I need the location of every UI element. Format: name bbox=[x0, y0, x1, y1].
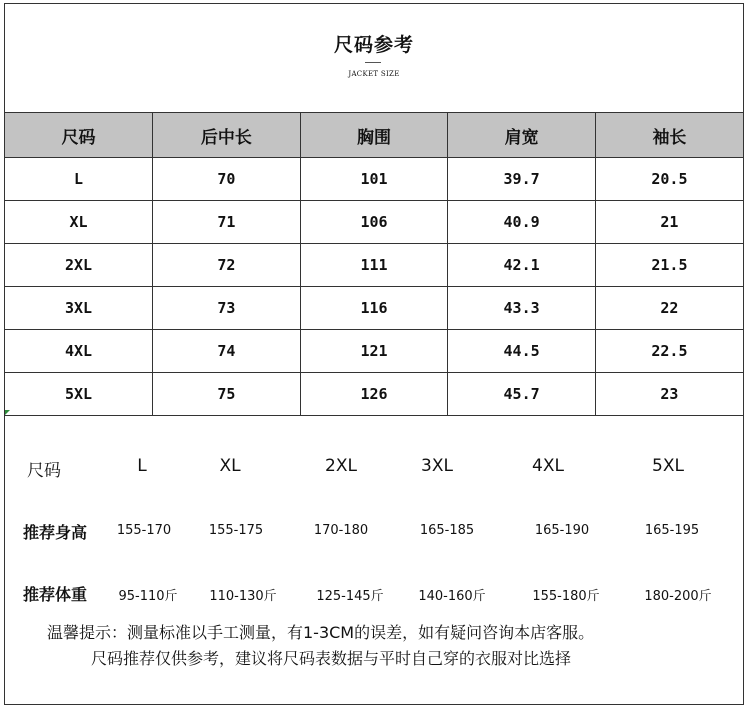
column-header: 袖长 bbox=[595, 113, 743, 158]
table-cell: 22.5 bbox=[595, 330, 743, 373]
table-cell: 73 bbox=[153, 287, 301, 330]
title-divider bbox=[365, 62, 381, 63]
table-cell: 43.3 bbox=[448, 287, 596, 330]
recommendation-size-row bbox=[5, 456, 743, 484]
size-chart-frame bbox=[4, 3, 744, 705]
table-cell: 39.7 bbox=[448, 158, 596, 201]
table-row bbox=[5, 330, 743, 373]
height-label: 推荐身高 bbox=[23, 523, 88, 542]
table-cell: 111 bbox=[300, 244, 448, 287]
table-cell: 21.5 bbox=[595, 244, 743, 287]
page-subtitle: JACKET SIZE bbox=[348, 70, 400, 78]
height-value: 165-195 bbox=[644, 523, 700, 538]
size-value: 5XL bbox=[652, 456, 684, 476]
table-row bbox=[5, 244, 743, 287]
height-value: 155-170 bbox=[116, 523, 172, 538]
column-header: 肩宽 bbox=[448, 113, 596, 158]
size-value: 4XL bbox=[532, 456, 564, 476]
height-value: 155-175 bbox=[208, 523, 264, 538]
table-row bbox=[5, 201, 743, 244]
weight-value: 110-130斤 bbox=[209, 589, 277, 604]
table-cell: XL bbox=[5, 201, 153, 244]
column-header: 尺码 bbox=[5, 113, 153, 158]
table-cell: 75 bbox=[153, 373, 301, 416]
table-cell: 20.5 bbox=[595, 158, 743, 201]
table-cell: 45.7 bbox=[448, 373, 596, 416]
table-cell: 2XL bbox=[5, 244, 153, 287]
table-cell: 21 bbox=[595, 201, 743, 244]
column-header: 后中长 bbox=[153, 113, 301, 158]
height-value: 165-190 bbox=[534, 523, 590, 538]
weight-value: 125-145斤 bbox=[316, 589, 384, 604]
height-value: 165-185 bbox=[419, 523, 475, 538]
table-cell: 116 bbox=[300, 287, 448, 330]
table-row bbox=[5, 287, 743, 330]
weight-value: 155-180斤 bbox=[532, 589, 600, 604]
size-table bbox=[5, 112, 743, 416]
title-block bbox=[5, 4, 743, 112]
table-cell: 71 bbox=[153, 201, 301, 244]
height-value: 170-180 bbox=[313, 523, 369, 538]
note-line-1: 温馨提示：测量标准以手工测量，有1-3CM的误差，如有疑问咨询本店客服。 bbox=[47, 623, 595, 642]
table-cell: 5XL bbox=[5, 373, 153, 416]
table-cell: 42.1 bbox=[448, 244, 596, 287]
size-value: 3XL bbox=[421, 456, 453, 476]
recommendation-height-row bbox=[5, 520, 743, 548]
weight-value: 180-200斤 bbox=[644, 589, 712, 604]
size-value: 2XL bbox=[325, 456, 357, 476]
table-cell: 70 bbox=[153, 158, 301, 201]
table-cell: 121 bbox=[300, 330, 448, 373]
table-row bbox=[5, 373, 743, 416]
page-title: 尺码参考 bbox=[333, 34, 414, 56]
table-cell: 22 bbox=[595, 287, 743, 330]
table-cell: 3XL bbox=[5, 287, 153, 330]
table-cell: 74 bbox=[153, 330, 301, 373]
table-cell: 40.9 bbox=[448, 201, 596, 244]
table-cell: 72 bbox=[153, 244, 301, 287]
column-header: 胸围 bbox=[300, 113, 448, 158]
size-value: L bbox=[137, 456, 147, 476]
corner-marker bbox=[5, 410, 10, 415]
note-line-2: 尺码推荐仅供参考，建议将尺码表数据与平时自己穿的衣服对比选择 bbox=[91, 649, 572, 668]
table-header-row bbox=[5, 113, 743, 158]
table-cell: 101 bbox=[300, 158, 448, 201]
table-cell: 106 bbox=[300, 201, 448, 244]
weight-label: 推荐体重 bbox=[23, 585, 88, 604]
table-row bbox=[5, 158, 743, 201]
table-cell: 23 bbox=[595, 373, 743, 416]
size-value: XL bbox=[219, 456, 241, 476]
table-cell: 44.5 bbox=[448, 330, 596, 373]
table-cell: 126 bbox=[300, 373, 448, 416]
weight-value: 95-110斤 bbox=[118, 589, 178, 604]
weight-value: 140-160斤 bbox=[418, 589, 486, 604]
size-label: 尺码 bbox=[27, 461, 61, 481]
recommendation-weight-row bbox=[5, 582, 743, 610]
table-cell: 4XL bbox=[5, 330, 153, 373]
table-cell: L bbox=[5, 158, 153, 201]
